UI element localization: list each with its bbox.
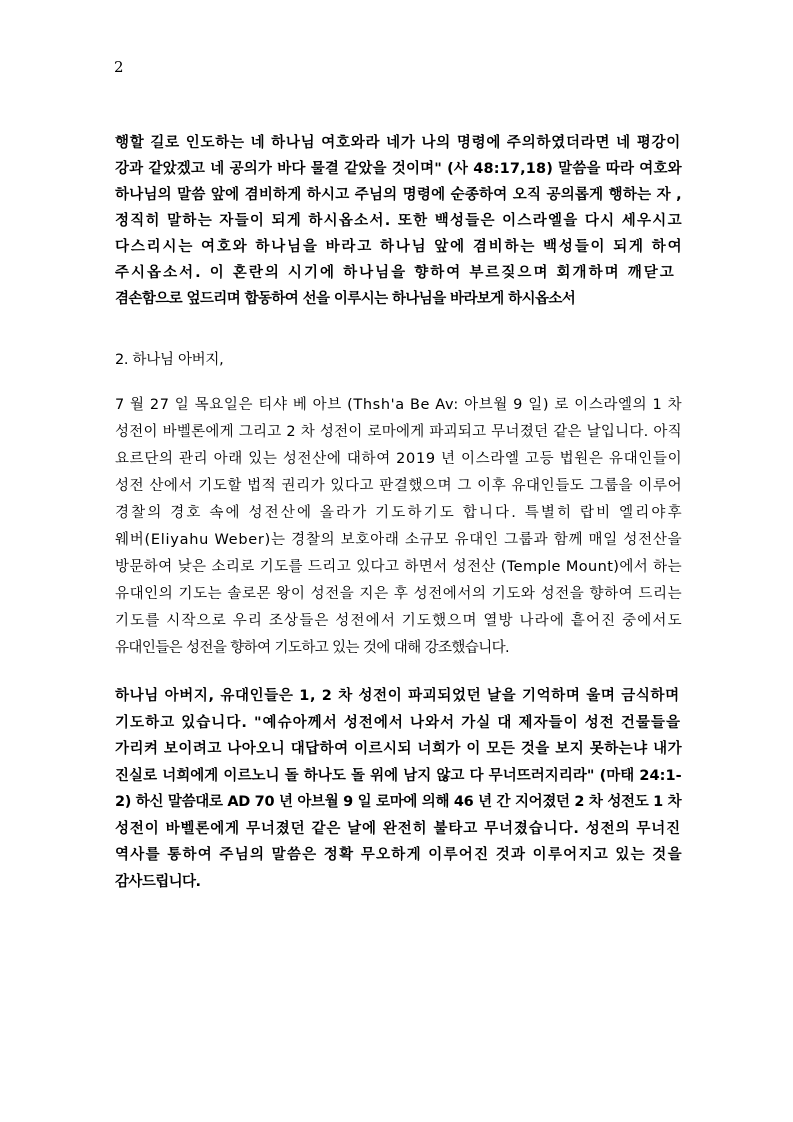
prayer-paragraph-1 <box>115 130 684 312</box>
text-line <box>115 182 681 208</box>
text-line-content: 가리켜 보이려고 나아오니 대답하여 이르시되 너희가 이 모든 것을 보지 못하는냐 내가 <box>115 741 683 757</box>
text-line-content: 방문하여 낮은 소리로 기도를 드리고 있다고 하면서 성전산 (Temple Mount)에서 하는 <box>115 559 682 575</box>
text-line <box>115 763 681 790</box>
text-line <box>115 446 681 473</box>
text-line <box>115 130 681 156</box>
text-line-content: 하나님의 말씀 앞에 겸비하게 하시고 주님의 명령에 순종하여 오직 공의롭게 행하는 자 , <box>115 187 682 203</box>
text-line <box>115 608 681 635</box>
text-line-content: 기도하고 있습니다. "예슈아께서 성전에서 나와서 가실 대 제자들이 성전 건물들을 <box>115 714 681 731</box>
text-line-content: 7 월 27 일 목요일은 티샤 베 아브 (Thsh'a Be Av: 아브월 9 일) 로 이스라엘의 1 차 <box>115 397 683 413</box>
text-line-content: 역사를 통하여 주님의 말씀은 정확 무오하게 이루어진 것과 이루어지고 있는 것을 <box>115 847 683 863</box>
text-line-content: 겸손함으로 엎드리며 합동하여 선을 이루시는 하나님을 바라보게 하시옵소서 <box>115 291 576 307</box>
section-heading: 2. 하나님 아버지, <box>115 352 224 368</box>
text-line-content: 유대인들은 성전을 향하여 기도하고 있는 것에 대해 강조했습니다. <box>115 640 510 656</box>
text-line <box>115 260 681 286</box>
text-line <box>115 842 681 869</box>
text-line-content: 경찰의 경호 속에 성전산에 올라가 기도하기도 합니다. 특별히 랍비 엘리야후 <box>115 505 684 521</box>
text-line-content: 기도를 시작으로 우리 조상들은 성전에서 기도했으며 열방 나라에 흩어진 중에서도 <box>115 613 683 629</box>
text-line <box>115 527 681 554</box>
text-line-content: 행할 길로 인도하는 네 하나님 여호와라 네가 나의 명령에 주의하였더라면 네 평강이 <box>115 135 681 151</box>
page-number: 2 <box>114 58 124 76</box>
text-line-content: 웨버(Eliyahu Weber)는 경찰의 보호아래 소규모 유대인 그룹과 함께 매일 성전산을 <box>115 532 683 548</box>
text-line <box>115 581 681 608</box>
text-line <box>115 208 681 234</box>
text-line <box>115 869 681 896</box>
text-line-content: 성전 산에서 기도할 법적 권리가 있다고 판결했으며 그 이후 유대인들도 그룹을 이루어 <box>115 478 683 494</box>
text-line <box>115 816 681 843</box>
text-line <box>115 419 681 446</box>
text-line <box>115 286 681 312</box>
text-line <box>115 789 681 816</box>
text-line <box>115 554 681 581</box>
text-line <box>115 683 681 710</box>
text-line <box>115 392 681 419</box>
text-line <box>115 234 684 260</box>
prayer-paragraph-3 <box>115 683 681 895</box>
text-line-content: 유대인의 기도는 솔로몬 왕이 성전을 지은 후 성전에서의 기도와 성전을 향하여 드리는 <box>115 586 683 602</box>
text-line <box>115 710 681 737</box>
text-line-content: 요르단의 관리 아래 있는 성전산에 대하여 2019 년 이스라엘 고등 법원은 유대인들이 <box>115 451 683 467</box>
body-paragraph-2 <box>115 392 684 662</box>
text-line <box>115 156 681 182</box>
text-line-content: 다스리시는 여호와 하나님을 바라고 하나님 앞에 겸비하는 백성들이 되게 하여 <box>115 239 684 255</box>
text-line-content: 강과 같았겠고 네 공의가 바다 물결 같았을 것이며" (사 48:17,18) 말씀을 따라 여호와 <box>115 161 682 177</box>
text-line-content: 진실로 너희에게 이르노니 돌 하나도 돌 위에 남지 않고 다 무너뜨러지리라" (마태 24:1- <box>115 767 682 784</box>
text-line-content: 하나님 아버지, 유대인들은 1, 2 차 성전이 파괴되었던 날을 기억하며 울며 금식하며 <box>115 688 680 704</box>
text-line-content: 정직히 말하는 자들이 되게 하시옵소서. 또한 백성들은 이스라엘을 다시 세우시고 <box>115 213 683 229</box>
text-line <box>115 635 681 662</box>
text-line-content: 성전이 바벨론에게 무너졌던 같은 날에 완전히 불타고 무너졌습니다. 성전의 무너진 <box>115 820 681 837</box>
text-line <box>115 500 684 527</box>
text-line-content: 주시옵소서. 이 혼란의 시기에 하나님을 향하여 부르짖으며 회개하며 깨닫고 <box>115 265 676 281</box>
text-line <box>115 473 681 500</box>
text-line-content: 2) 하신 말씀대로 AD 70 년 아브월 9 일 로마에 의해 46 년 간 지어졌던 2 차 성전도 1 차 <box>115 794 682 810</box>
text-line <box>115 736 681 763</box>
text-line-content: 성전이 바벨론에게 그리고 2 차 성전이 로마에게 파괴되고 무너졌던 같은 날입니다. 아직 <box>115 424 682 440</box>
text-line-content: 감사드립니다. <box>115 873 201 890</box>
